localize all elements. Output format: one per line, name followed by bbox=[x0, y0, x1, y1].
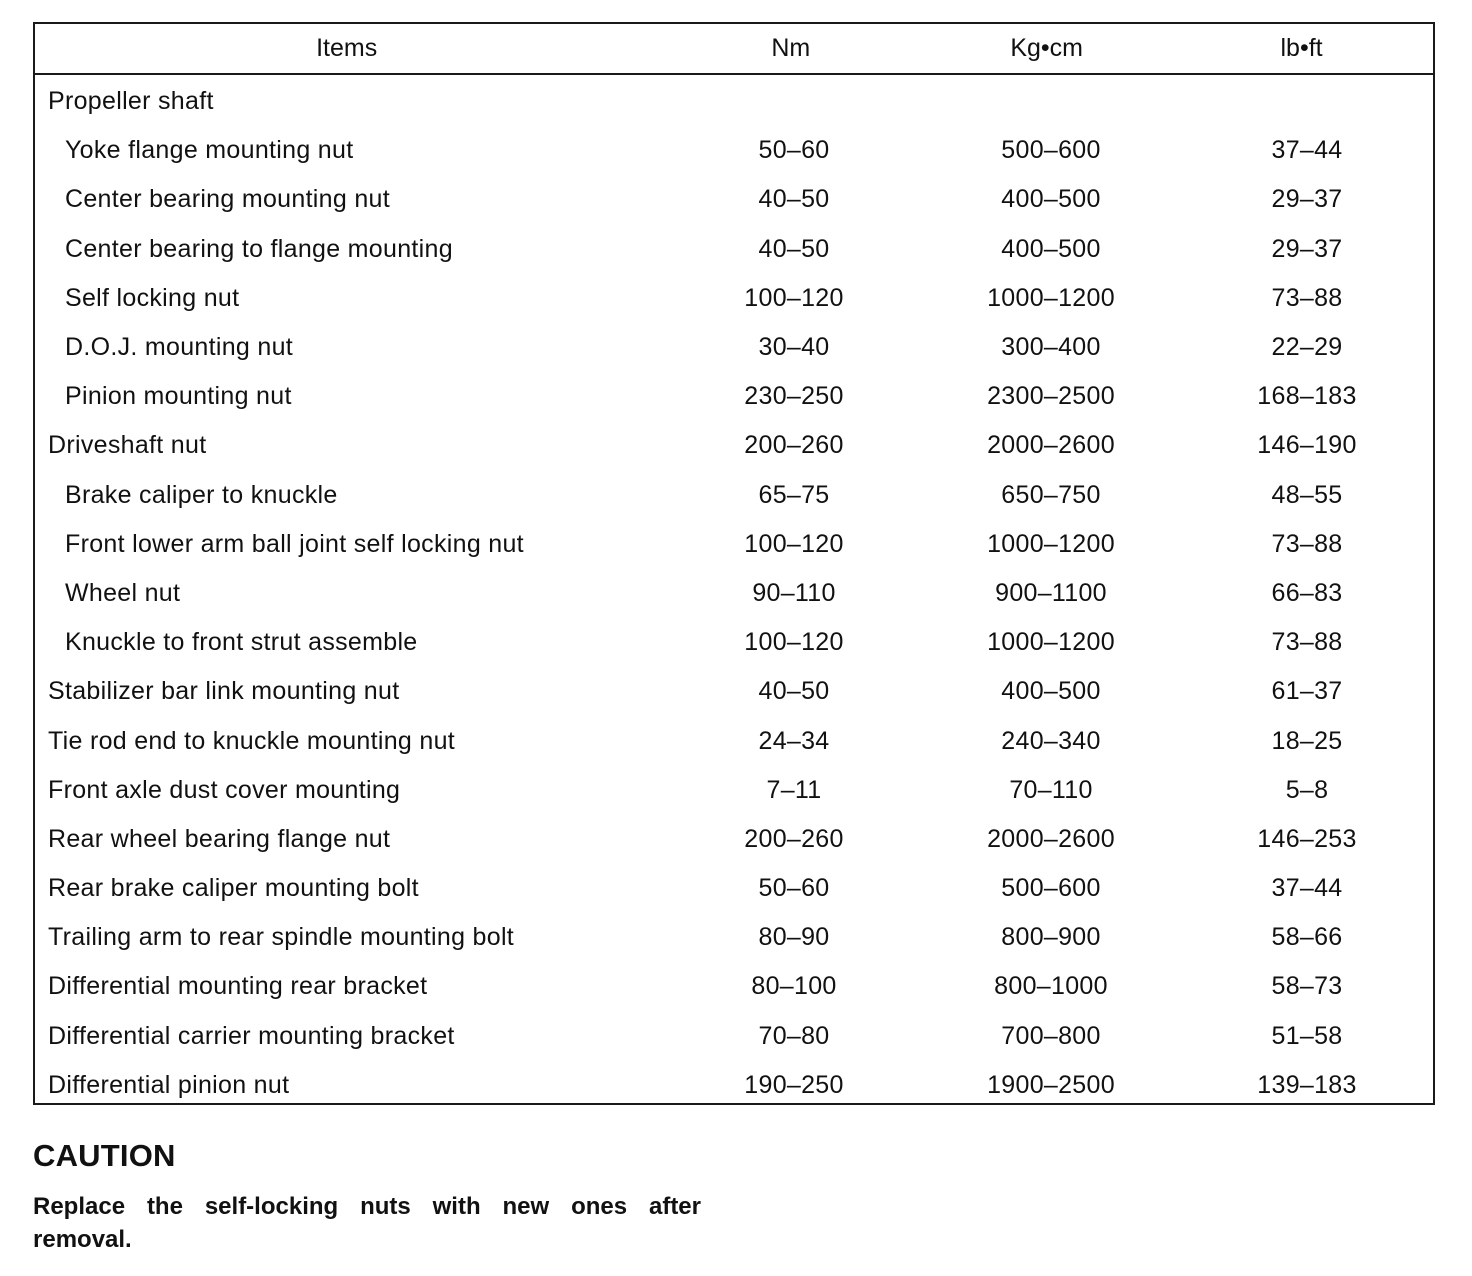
row-lbft-cell: 22–29 bbox=[1271, 333, 1343, 362]
row-nm-cell: 70–80 bbox=[758, 1021, 830, 1050]
row-kgcm-cell: 800–1000 bbox=[994, 972, 1108, 1001]
row-lbft-cell: 29–37 bbox=[1271, 185, 1343, 214]
row-nm-cell: 50–60 bbox=[758, 136, 830, 165]
row-nm-cell: 230–250 bbox=[744, 382, 844, 411]
row-kgcm-cell: 2300–2500 bbox=[987, 382, 1115, 411]
row-nm-cell: 100–120 bbox=[744, 628, 844, 657]
table-row bbox=[35, 225, 1433, 274]
row-nm-cell: 200–260 bbox=[744, 431, 844, 460]
table-row bbox=[35, 372, 1433, 421]
row-kgcm-cell: 500–600 bbox=[1001, 874, 1101, 903]
row-item-cell: D.O.J. mounting nut bbox=[65, 333, 294, 362]
row-item-cell: Brake caliper to knuckle bbox=[65, 480, 338, 509]
row-lbft-cell: 146–253 bbox=[1257, 824, 1357, 853]
table-row bbox=[35, 471, 1433, 520]
row-kgcm-cell: 300–400 bbox=[1001, 333, 1101, 362]
row-item-cell: Center bearing mounting nut bbox=[65, 185, 390, 214]
row-nm-cell: 40–50 bbox=[758, 234, 830, 263]
row-nm-cell: 7–11 bbox=[766, 775, 822, 804]
table-row bbox=[35, 323, 1433, 372]
row-lbft-cell: 73–88 bbox=[1271, 529, 1343, 558]
row-lbft-cell: 139–183 bbox=[1257, 1070, 1357, 1099]
row-kgcm-cell: 700–800 bbox=[1001, 1021, 1101, 1050]
table-row bbox=[35, 421, 1433, 470]
row-lbft-cell: 73–88 bbox=[1271, 283, 1343, 312]
row-kgcm-cell: 2000–2600 bbox=[987, 431, 1115, 460]
table-row bbox=[35, 716, 1433, 765]
row-lbft-cell: 58–73 bbox=[1271, 972, 1343, 1001]
row-nm-cell: 80–100 bbox=[751, 972, 837, 1001]
row-item-cell: Yoke flange mounting nut bbox=[65, 136, 354, 165]
row-nm-cell: 30–40 bbox=[758, 333, 830, 362]
row-item-cell: Pinion mounting nut bbox=[65, 382, 292, 411]
row-lbft-cell: 61–37 bbox=[1271, 677, 1343, 706]
table-row bbox=[35, 126, 1433, 175]
table-row bbox=[35, 618, 1433, 667]
row-item-cell: Differential mounting rear bracket bbox=[48, 972, 428, 1001]
row-nm-cell: 200–260 bbox=[744, 824, 844, 853]
row-nm-cell: 100–120 bbox=[744, 283, 844, 312]
caution-text: Replace the self-locking nuts with new ones after removal. bbox=[33, 1193, 701, 1253]
row-lbft-cell: 29–37 bbox=[1271, 234, 1343, 263]
row-lbft-cell: 66–83 bbox=[1271, 578, 1343, 607]
row-item-cell: Trailing arm to rear spindle mounting bolt bbox=[48, 923, 515, 952]
table-row bbox=[35, 815, 1433, 864]
table-header bbox=[35, 24, 1433, 75]
table-row bbox=[35, 667, 1433, 716]
row-lbft-cell: 168–183 bbox=[1257, 382, 1357, 411]
row-nm-cell: 40–50 bbox=[758, 677, 830, 706]
row-kgcm-cell: 1000–1200 bbox=[987, 628, 1115, 657]
row-item-cell: Wheel nut bbox=[65, 578, 181, 607]
row-nm-cell: 190–250 bbox=[744, 1070, 844, 1099]
row-kgcm-cell: 1900–2500 bbox=[987, 1070, 1115, 1099]
row-kgcm-cell: 650–750 bbox=[1001, 480, 1101, 509]
row-kgcm-cell: 400–500 bbox=[1001, 677, 1101, 706]
row-nm-cell: 65–75 bbox=[758, 480, 830, 509]
table-row bbox=[35, 962, 1433, 1011]
row-nm-cell: 100–120 bbox=[744, 529, 844, 558]
row-item-cell: Knuckle to front strut assemble bbox=[65, 628, 418, 657]
row-kgcm-cell: 900–1100 bbox=[995, 578, 1107, 607]
row-item-cell: Driveshaft nut bbox=[48, 431, 207, 460]
table-row bbox=[35, 77, 1433, 126]
row-lbft-cell: 58–66 bbox=[1271, 923, 1343, 952]
torque-spec-table bbox=[33, 22, 1435, 1105]
row-nm-cell: 24–34 bbox=[758, 726, 830, 755]
row-lbft-cell: 73–88 bbox=[1271, 628, 1343, 657]
table-body bbox=[35, 75, 1433, 1110]
row-lbft-cell: 5–8 bbox=[1285, 775, 1329, 804]
row-item-cell: Tie rod end to knuckle mounting nut bbox=[48, 726, 456, 755]
row-item-cell: Rear wheel bearing flange nut bbox=[48, 824, 391, 853]
row-item-cell: Rear brake caliper mounting bolt bbox=[48, 874, 419, 903]
row-nm-cell: 50–60 bbox=[758, 874, 830, 903]
row-item-cell: Propeller shaft bbox=[48, 87, 214, 116]
row-item-cell: Self locking nut bbox=[65, 283, 240, 312]
table-row bbox=[35, 274, 1433, 323]
table-row bbox=[35, 1061, 1433, 1110]
row-nm-cell: 80–90 bbox=[758, 923, 830, 952]
row-kgcm-cell: 1000–1200 bbox=[987, 529, 1115, 558]
table-row bbox=[35, 520, 1433, 569]
header-nm: Nm bbox=[771, 34, 811, 62]
table-row bbox=[35, 913, 1433, 962]
row-lbft-cell: 51–58 bbox=[1271, 1021, 1343, 1050]
row-item-cell: Stabilizer bar link mounting nut bbox=[48, 677, 400, 706]
row-kgcm-cell: 500–600 bbox=[1001, 136, 1101, 165]
row-kgcm-cell: 1000–1200 bbox=[987, 283, 1115, 312]
row-kgcm-cell: 400–500 bbox=[1001, 185, 1101, 214]
row-kgcm-cell: 400–500 bbox=[1001, 234, 1101, 263]
row-lbft-cell: 146–190 bbox=[1257, 431, 1357, 460]
row-lbft-cell: 18–25 bbox=[1271, 726, 1343, 755]
table-row bbox=[35, 1012, 1433, 1061]
table-row bbox=[35, 569, 1433, 618]
header-items: Items bbox=[316, 34, 378, 62]
table-row bbox=[35, 864, 1433, 913]
row-nm-cell: 90–110 bbox=[752, 578, 836, 607]
row-lbft-cell: 48–55 bbox=[1271, 480, 1343, 509]
row-lbft-cell: 37–44 bbox=[1271, 874, 1343, 903]
header-lbft: lb•ft bbox=[1280, 34, 1323, 62]
row-item-cell: Front lower arm ball joint self locking nut bbox=[65, 529, 524, 558]
caution-title: CAUTION bbox=[33, 1138, 176, 1173]
row-item-cell: Differential pinion nut bbox=[48, 1070, 290, 1099]
row-nm-cell: 40–50 bbox=[758, 185, 830, 214]
header-kgcm: Kg•cm bbox=[1010, 34, 1083, 62]
table-row bbox=[35, 175, 1433, 224]
row-item-cell: Front axle dust cover mounting bbox=[48, 775, 401, 804]
row-item-cell: Center bearing to flange mounting bbox=[65, 234, 453, 263]
row-kgcm-cell: 240–340 bbox=[1001, 726, 1101, 755]
row-item-cell: Differential carrier mounting bracket bbox=[48, 1021, 455, 1050]
row-kgcm-cell: 800–900 bbox=[1001, 923, 1101, 952]
row-kgcm-cell: 2000–2600 bbox=[987, 824, 1115, 853]
row-lbft-cell: 37–44 bbox=[1271, 136, 1343, 165]
row-kgcm-cell: 70–110 bbox=[1009, 775, 1093, 804]
table-row bbox=[35, 766, 1433, 815]
